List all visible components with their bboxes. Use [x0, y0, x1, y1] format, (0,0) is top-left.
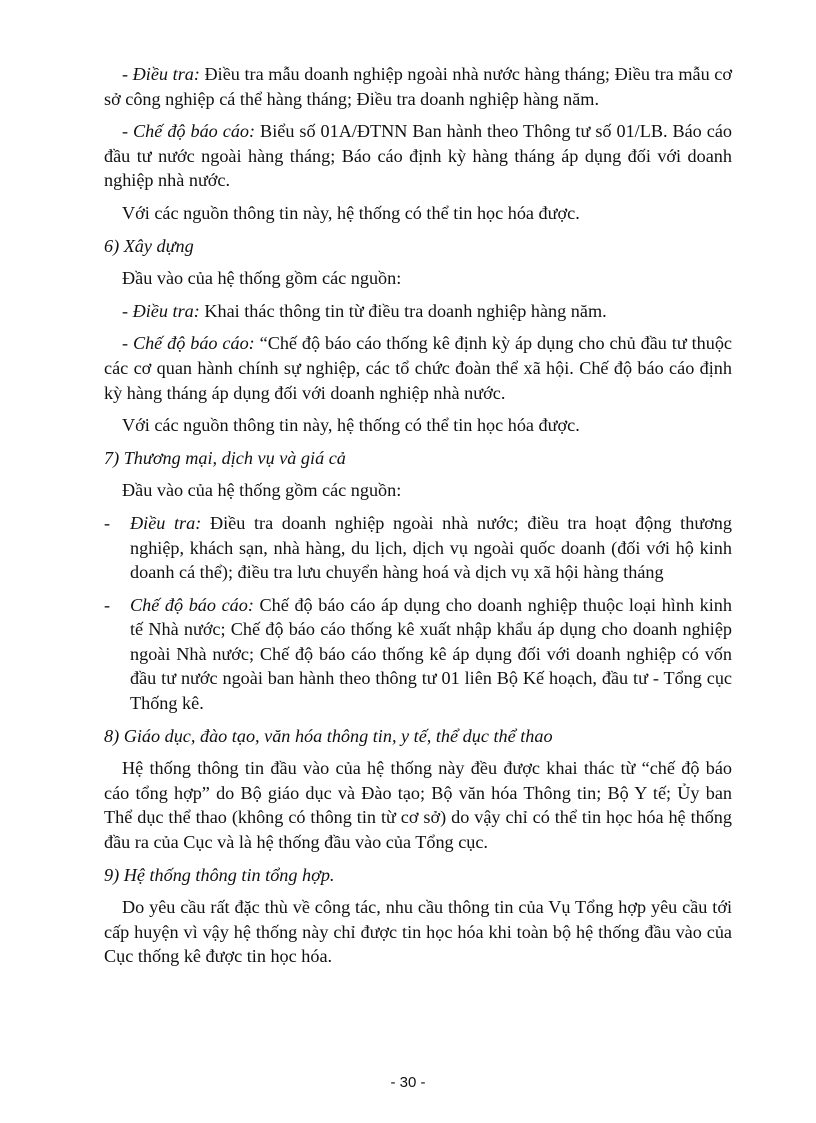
section-heading-9: 9) Hệ thống thông tin tổng hợp.: [104, 864, 335, 885]
report-label: Chế độ báo cáo:: [132, 333, 255, 354]
section-7-intro: Đầu vào của hệ thống gồm các nguồn:: [122, 480, 402, 501]
page-number: - 30 -: [390, 1074, 426, 1091]
survey-text: Điều tra doanh nghiệp ngoài nhà nước; điều tra hoạt động thương nghiệp, khách sạn, nhà hàng, du lịch, dịch vụ ngoài quốc doanh (đối với hộ kinh doanh cá thể); điều tra lưu chuyển hàng hoá và dịch vụ xã hội hàng tháng: [130, 512, 732, 583]
dash-bullet: -: [104, 594, 111, 615]
section-6-intro: Đầu vào của hệ thống gồm các nguồn:: [122, 268, 402, 289]
section-8-text: Hệ thống thông tin đầu vào của hệ thống này đều được khai thác từ “chế độ báo cáo tổng hợp” do Bộ giáo dục và Đào tạo; Bộ văn hóa Thông tin; Bộ Y tế; Ủy ban Thể dục thể thao (không có thông tin từ cơ sở) do vậy chỉ có thể tin học hóa hệ thống đầu ra của Cục và là hệ thống đầu vào của Tổng cục.: [104, 758, 732, 853]
report-label: Chế độ báo cáo:: [133, 121, 256, 142]
survey-label: Điều tra:: [132, 64, 200, 84]
section-6-survey: - Điều tra: Khai thác thông tin từ điều tra doanh nghiệp hàng năm.: [122, 300, 607, 321]
section-7-survey: [104, 511, 732, 585]
section-6-report: - Chế độ báo cáo: “Chế độ báo cáo thống kê định kỳ áp dụng cho chủ đầu tư thuộc các cơ quan hành chính sự nghiệp, các tổ chức đoàn thể xã hội. Chế độ báo cáo định kỳ hàng tháng áp dụng đối với doanh nghiệp nhà nước.: [104, 333, 732, 403]
section-6-conclusion: Với các nguồn thông tin này, hệ thống có thể tin học hóa được.: [122, 415, 580, 436]
report-text: Biểu số 01A/ĐTNN Ban hành theo Thông tư số 01/LB. Báo cáo đầu tư nước ngoài hàng tháng; Báo cáo định kỳ hàng tháng áp dụng đối với doanh nghiệp nhà nước.: [104, 121, 732, 191]
survey-label: Điều tra:: [132, 300, 200, 321]
report-text: “Chế độ báo cáo thống kê định kỳ áp dụng cho chủ đầu tư thuộc các cơ quan hành chính sự nghiệp, các tổ chức đoàn thể xã hội. Chế độ báo cáo định kỳ hàng tháng áp dụng đối với doanh nghiệp nhà nước.: [104, 333, 732, 403]
survey-paragraph: - Điều tra: Điều tra mẫu doanh nghiệp ngoài nhà nước hàng tháng; Điều tra mẫu cơ sở công nghiệp cá thể hàng tháng; Điều tra doanh nghiệp hàng năm.: [104, 64, 732, 109]
survey-text: Khai thác thông tin từ điều tra doanh nghiệp hàng năm.: [199, 300, 607, 321]
section-7-report: [104, 593, 732, 716]
conclusion-paragraph: Với các nguồn thông tin này, hệ thống có thể tin học hóa được.: [122, 202, 580, 223]
section-heading-6: 6) Xây dựng: [104, 235, 194, 256]
document-body: [104, 62, 732, 977]
report-paragraph: - Chế độ báo cáo: Biểu số 01A/ĐTNN Ban hành theo Thông tư số 01/LB. Báo cáo đầu tư nước ngoài hàng tháng; Báo cáo định kỳ hàng tháng áp dụng đối với doanh nghiệp nhà nước.: [104, 121, 732, 191]
section-heading-7: 7) Thương mại, dịch vụ và giá cả: [104, 447, 346, 468]
survey-text: Điều tra mẫu doanh nghiệp ngoài nhà nước hàng tháng; Điều tra mẫu cơ sở công nghiệp cá thể hàng tháng; Điều tra doanh nghiệp hàng năm.: [104, 64, 732, 109]
report-text: Chế độ báo cáo áp dụng cho doanh nghiệp thuộc loại hình kinh tế Nhà nước; Chế độ báo cáo thống kê xuất nhập khẩu áp dụng cho doanh nghiệp ngoài Nhà nước; Chế độ báo cáo thống kê áp dụng đối với doanh nghiệp có vốn đầu tư nước ngoài ban hành theo thông tư 01 liên Bộ Kế hoạch, đầu tư - Tổng cục Thống kê.: [130, 594, 732, 714]
section-heading-8: 8) Giáo dục, đào tạo, văn hóa thông tin, y tế, thể dục thể thao: [104, 725, 553, 746]
dash-bullet: -: [104, 512, 111, 533]
survey-label: Điều tra:: [130, 512, 202, 533]
section-9-text: Do yêu cầu rất đặc thù về công tác, nhu cầu thông tin của Vụ Tổng hợp yêu cầu tới cấp huyện vì vậy hệ thống này chỉ được tin học hóa khi toàn bộ hệ thống đầu vào của Cục thống kê được tin học hóa.: [104, 897, 732, 967]
report-label: Chế độ báo cáo:: [130, 594, 254, 615]
